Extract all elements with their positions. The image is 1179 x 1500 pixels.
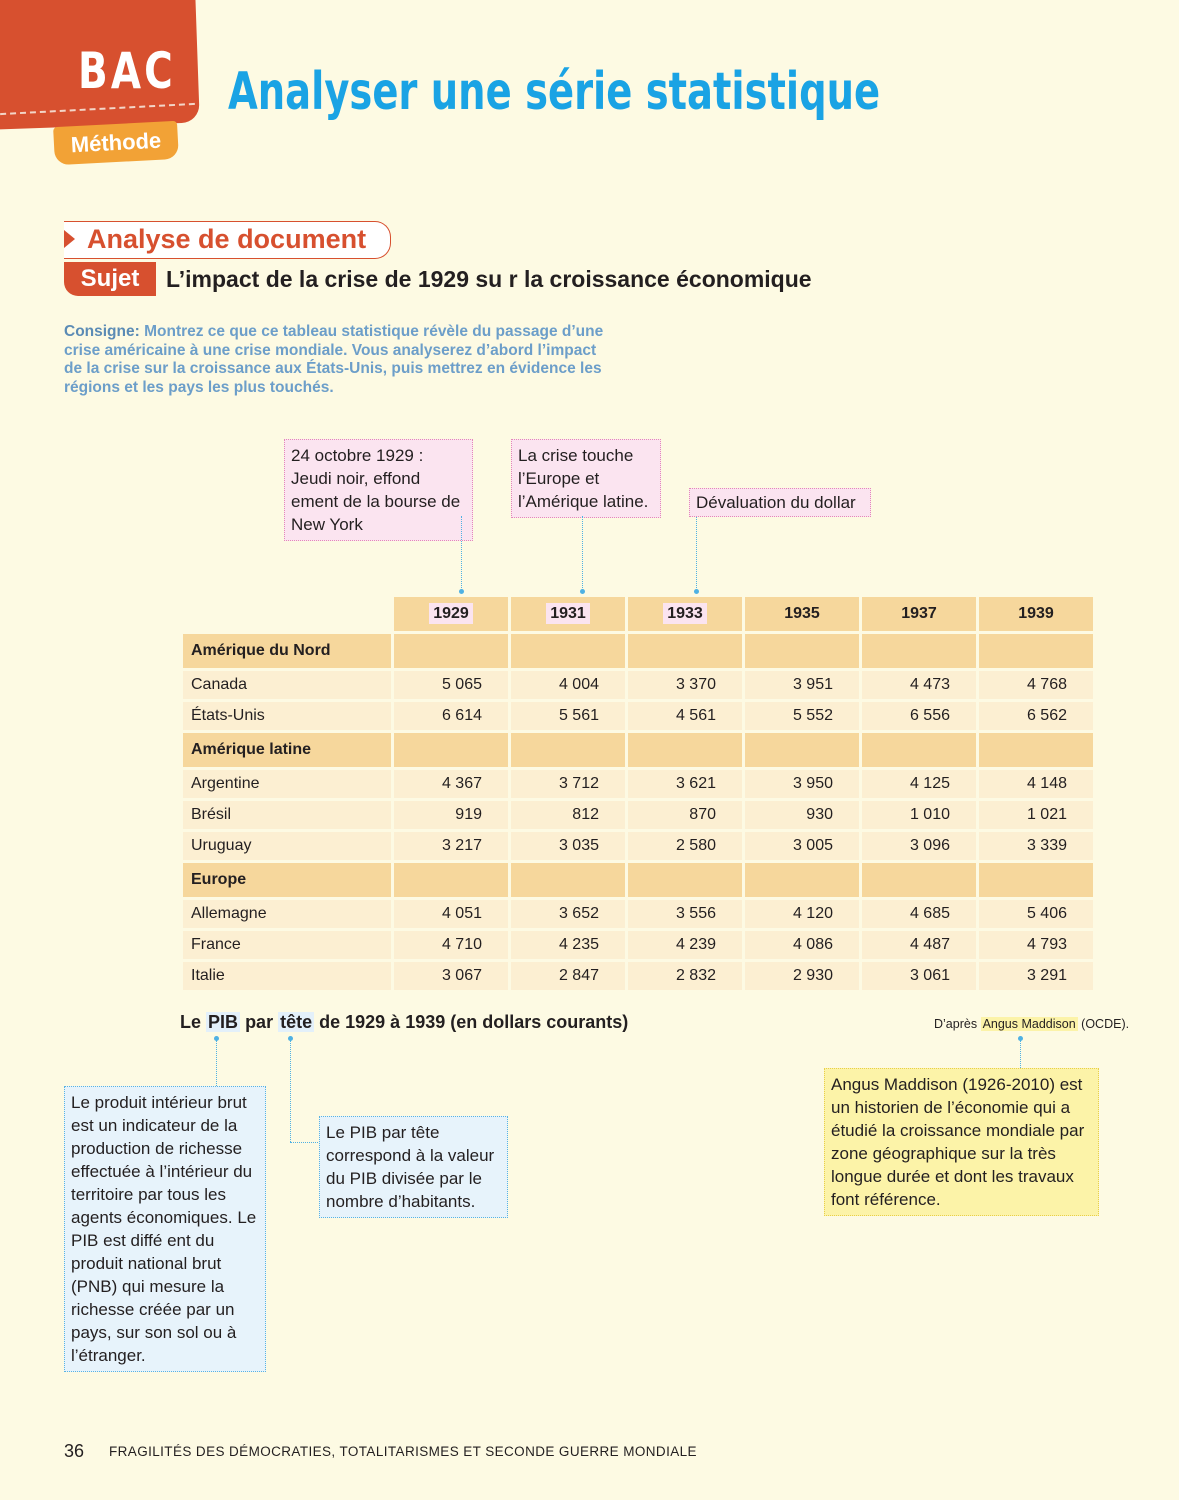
gdp-value: 4 148 bbox=[979, 770, 1093, 798]
gdp-value: 4 561 bbox=[628, 702, 742, 730]
gdp-value: 4 768 bbox=[979, 671, 1093, 699]
consigne-label: Consigne: bbox=[64, 323, 140, 340]
country-name: Canada bbox=[183, 671, 391, 699]
table-row bbox=[183, 962, 1093, 990]
gdp-value: 930 bbox=[745, 801, 859, 829]
note-pib: Le produit intérieur brut est un indicateur de la production de richesse effectuée à l’intérieur du territoire par tous les agents économiques. Le PIB est diffé ent du produit national brut (PNB) qui mesure la richesse créée par un pays, sur son sol ou à l’étranger. bbox=[64, 1086, 266, 1372]
caption-tete: tête bbox=[280, 1012, 313, 1032]
gdp-value: 4 473 bbox=[862, 671, 976, 699]
gdp-value: 4 710 bbox=[394, 931, 508, 959]
region-name: Amérique du Nord bbox=[183, 634, 391, 668]
gdp-value: 4 235 bbox=[511, 931, 625, 959]
gdp-value: 5 065 bbox=[394, 671, 508, 699]
gdp-value: 3 035 bbox=[511, 832, 625, 860]
note-devaluation: Dévaluation du dollar bbox=[689, 488, 871, 517]
table-corner bbox=[183, 597, 391, 631]
gdp-table bbox=[180, 594, 1096, 993]
gdp-value: 3 061 bbox=[862, 962, 976, 990]
year-header: 1933 bbox=[628, 597, 742, 631]
gdp-value: 4 367 bbox=[394, 770, 508, 798]
gdp-value: 3 291 bbox=[979, 962, 1093, 990]
table-row bbox=[183, 900, 1093, 928]
country-name: Italie bbox=[183, 962, 391, 990]
region-empty-cell bbox=[628, 634, 742, 668]
region-empty-cell bbox=[862, 863, 976, 897]
gdp-value: 3 339 bbox=[979, 832, 1093, 860]
gdp-value: 3 096 bbox=[862, 832, 976, 860]
source-note: D’après Angus Maddison (OCDE). bbox=[934, 1017, 1130, 1031]
country-name: Allemagne bbox=[183, 900, 391, 928]
gdp-value: 3 652 bbox=[511, 900, 625, 928]
gdp-value: 4 487 bbox=[862, 931, 976, 959]
gdp-value: 870 bbox=[628, 801, 742, 829]
gdp-value: 919 bbox=[394, 801, 508, 829]
gdp-value: 2 930 bbox=[745, 962, 859, 990]
region-empty-cell bbox=[511, 863, 625, 897]
section-arrow-icon bbox=[64, 230, 75, 248]
consigne bbox=[64, 323, 604, 397]
bac-label: BAC bbox=[78, 42, 176, 100]
gdp-value: 4 051 bbox=[394, 900, 508, 928]
table-row bbox=[183, 832, 1093, 860]
gdp-value: 6 614 bbox=[394, 702, 508, 730]
region-empty-cell bbox=[979, 733, 1093, 767]
region-empty-cell bbox=[979, 863, 1093, 897]
gdp-value: 3 556 bbox=[628, 900, 742, 928]
region-empty-cell bbox=[745, 634, 859, 668]
caption-pib: PIB bbox=[208, 1012, 239, 1032]
connector-dot bbox=[1018, 1036, 1023, 1041]
gdp-value: 3 621 bbox=[628, 770, 742, 798]
region-empty-cell bbox=[394, 863, 508, 897]
connector-line bbox=[216, 1040, 217, 1086]
region-row bbox=[183, 863, 1093, 897]
region-empty-cell bbox=[394, 634, 508, 668]
year-header: 1931 bbox=[511, 597, 625, 631]
region-empty-cell bbox=[862, 733, 976, 767]
gdp-value: 3 217 bbox=[394, 832, 508, 860]
region-empty-cell bbox=[628, 863, 742, 897]
page-number: 36 bbox=[64, 1441, 85, 1461]
region-empty-cell bbox=[511, 634, 625, 668]
region-empty-cell bbox=[628, 733, 742, 767]
gdp-value: 5 406 bbox=[979, 900, 1093, 928]
consigne-text: Montrez ce que ce tableau statistique révèle du passage d’une crise américaine à une crise mondiale. Vous analyserez d’abord l’impact de la crise sur la croissance aux États-Unis, puis mettrez en évidence les régions et les pays les plus touchés. bbox=[64, 323, 604, 396]
country-name: Brésil bbox=[183, 801, 391, 829]
note-krach: 24 octobre 1929 : Jeudi noir, effond ement de la bourse de New York bbox=[284, 439, 473, 541]
connector-dot bbox=[288, 1036, 293, 1041]
table-row bbox=[183, 931, 1093, 959]
gdp-value: 4 004 bbox=[511, 671, 625, 699]
year-header: 1935 bbox=[745, 597, 859, 631]
gdp-value: 4 793 bbox=[979, 931, 1093, 959]
table-row bbox=[183, 671, 1093, 699]
year-header: 1939 bbox=[979, 597, 1093, 631]
subject-title: L’impact de la crise de 1929 su r la croissance économique bbox=[166, 266, 812, 292]
gdp-value: 3 370 bbox=[628, 671, 742, 699]
connector-line bbox=[582, 516, 583, 592]
gdp-value: 6 556 bbox=[862, 702, 976, 730]
region-empty-cell bbox=[979, 634, 1093, 668]
table-header-row bbox=[183, 597, 1093, 631]
year-header: 1929 bbox=[394, 597, 508, 631]
region-name: Amérique latine bbox=[183, 733, 391, 767]
gdp-value: 3 005 bbox=[745, 832, 859, 860]
table-row bbox=[183, 770, 1093, 798]
region-empty-cell bbox=[511, 733, 625, 767]
source-author: Angus Maddison bbox=[982, 1017, 1076, 1031]
sujet-tag: Sujet bbox=[64, 262, 156, 296]
region-empty-cell bbox=[862, 634, 976, 668]
gdp-value: 5 552 bbox=[745, 702, 859, 730]
connector-line bbox=[290, 1040, 291, 1142]
table-caption: Le PIB par tête de 1929 à 1939 (en dollars courants) bbox=[180, 1012, 629, 1032]
gdp-value: 3 951 bbox=[745, 671, 859, 699]
region-empty-cell bbox=[394, 733, 508, 767]
country-name: France bbox=[183, 931, 391, 959]
region-empty-cell bbox=[745, 733, 859, 767]
connector-line bbox=[696, 517, 697, 592]
year-header: 1937 bbox=[862, 597, 976, 631]
footer-chapter-title: FRAGILITÉS DES DÉMOCRATIES, TOTALITARISMES ET SECONDE GUERRE MONDIALE bbox=[109, 1444, 697, 1459]
gdp-value: 812 bbox=[511, 801, 625, 829]
region-empty-cell bbox=[745, 863, 859, 897]
table-row bbox=[183, 801, 1093, 829]
page-title: Analyser une série statistique bbox=[228, 62, 881, 122]
table-row bbox=[183, 702, 1093, 730]
gdp-value: 4 239 bbox=[628, 931, 742, 959]
gdp-value: 2 832 bbox=[628, 962, 742, 990]
note-maddison: Angus Maddison (1926-2010) est un historien de l’économie qui a étudié la croissance mondiale par zone géographique sur la très longue durée et dont les travaux font référence. bbox=[824, 1068, 1099, 1216]
gdp-value: 2 847 bbox=[511, 962, 625, 990]
gdp-value: 4 685 bbox=[862, 900, 976, 928]
gdp-value: 3 067 bbox=[394, 962, 508, 990]
gdp-value: 1 010 bbox=[862, 801, 976, 829]
note-pib-tete: Le PIB par tête correspond à la valeur du PIB divisée par le nombre d’habitants. bbox=[319, 1116, 508, 1218]
gdp-value: 3 712 bbox=[511, 770, 625, 798]
gdp-value: 6 562 bbox=[979, 702, 1093, 730]
gdp-value: 5 561 bbox=[511, 702, 625, 730]
country-name: Argentine bbox=[183, 770, 391, 798]
connector-line bbox=[290, 1142, 320, 1143]
region-row bbox=[183, 634, 1093, 668]
gdp-value: 3 950 bbox=[745, 770, 859, 798]
connector-line bbox=[1020, 1040, 1021, 1068]
methode-tag: Méthode bbox=[53, 121, 179, 165]
country-name: États-Unis bbox=[183, 702, 391, 730]
gdp-value: 1 021 bbox=[979, 801, 1093, 829]
section-label: Analyse de document bbox=[87, 224, 367, 254]
region-row bbox=[183, 733, 1093, 767]
gdp-value: 4 120 bbox=[745, 900, 859, 928]
region-name: Europe bbox=[183, 863, 391, 897]
note-crise: La crise touche l’Europe et l’Amérique latine. bbox=[511, 439, 661, 518]
connector-line bbox=[461, 516, 462, 592]
country-name: Uruguay bbox=[183, 832, 391, 860]
gdp-value: 4 125 bbox=[862, 770, 976, 798]
gdp-value: 4 086 bbox=[745, 931, 859, 959]
connector-dot bbox=[214, 1036, 219, 1041]
gdp-value: 2 580 bbox=[628, 832, 742, 860]
